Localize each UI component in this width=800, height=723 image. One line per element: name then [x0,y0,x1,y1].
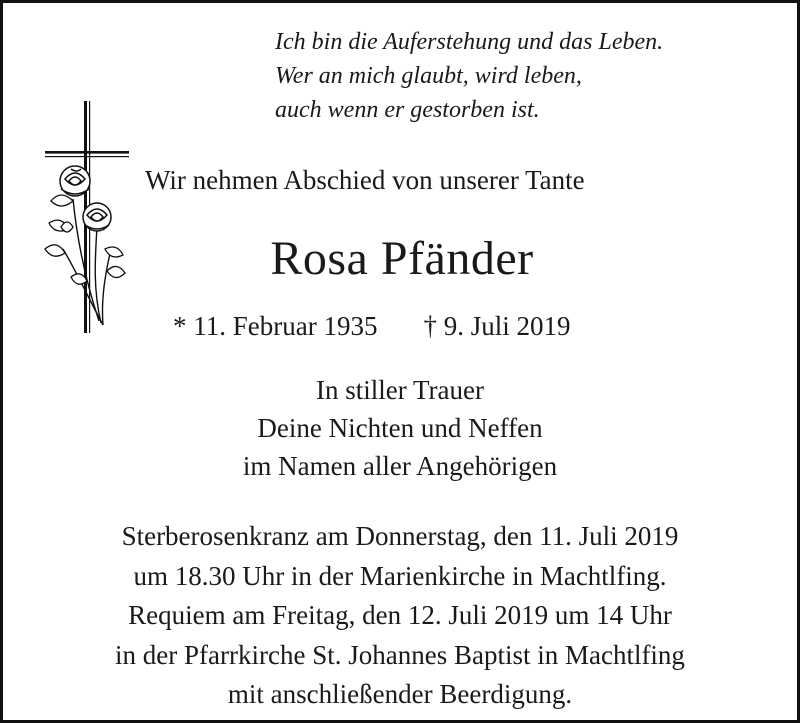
mourners-line: In stiller Trauer [316,375,484,405]
service-line: Sterberosenkranz am Donnerstag, den 11. Juli 2019 [121,521,679,551]
mourners-line: im Namen aller Angehörigen [242,451,558,481]
intro-text: Wir nehmen Abschied von unserer Tante [145,165,585,195]
mourners-block [3,371,797,485]
life-dates [173,311,570,342]
deceased-name: Rosa Pfänder [270,232,534,285]
mourners-line: Deine Nichten und Neffen [257,413,543,443]
birth-date: * 11. Februar 1935 [173,311,378,341]
verse-line: Ich bin die Auferstehung und das Leben. [275,29,664,55]
service-line: um 18.30 Uhr in der Marienkirche in Machtlfing. [133,560,667,591]
death-date: † 9. Juli 2019 [423,311,571,341]
service-line: Requiem am Freitag, den 12. Juli 2019 um 14 Uhr [128,600,672,630]
service-line: in der Pfarrkirche St. Johannes Baptist in Machtlfing [115,639,685,670]
service-details [3,517,797,715]
verse-line: auch wenn er gestorben ist. [275,97,540,123]
verse-line: Wer an mich glaubt, wird leben, [275,63,582,89]
service-line: mit anschließender Beerdigung. [227,679,573,709]
bible-verse [275,25,663,127]
cross-with-roses-icon [41,99,133,335]
